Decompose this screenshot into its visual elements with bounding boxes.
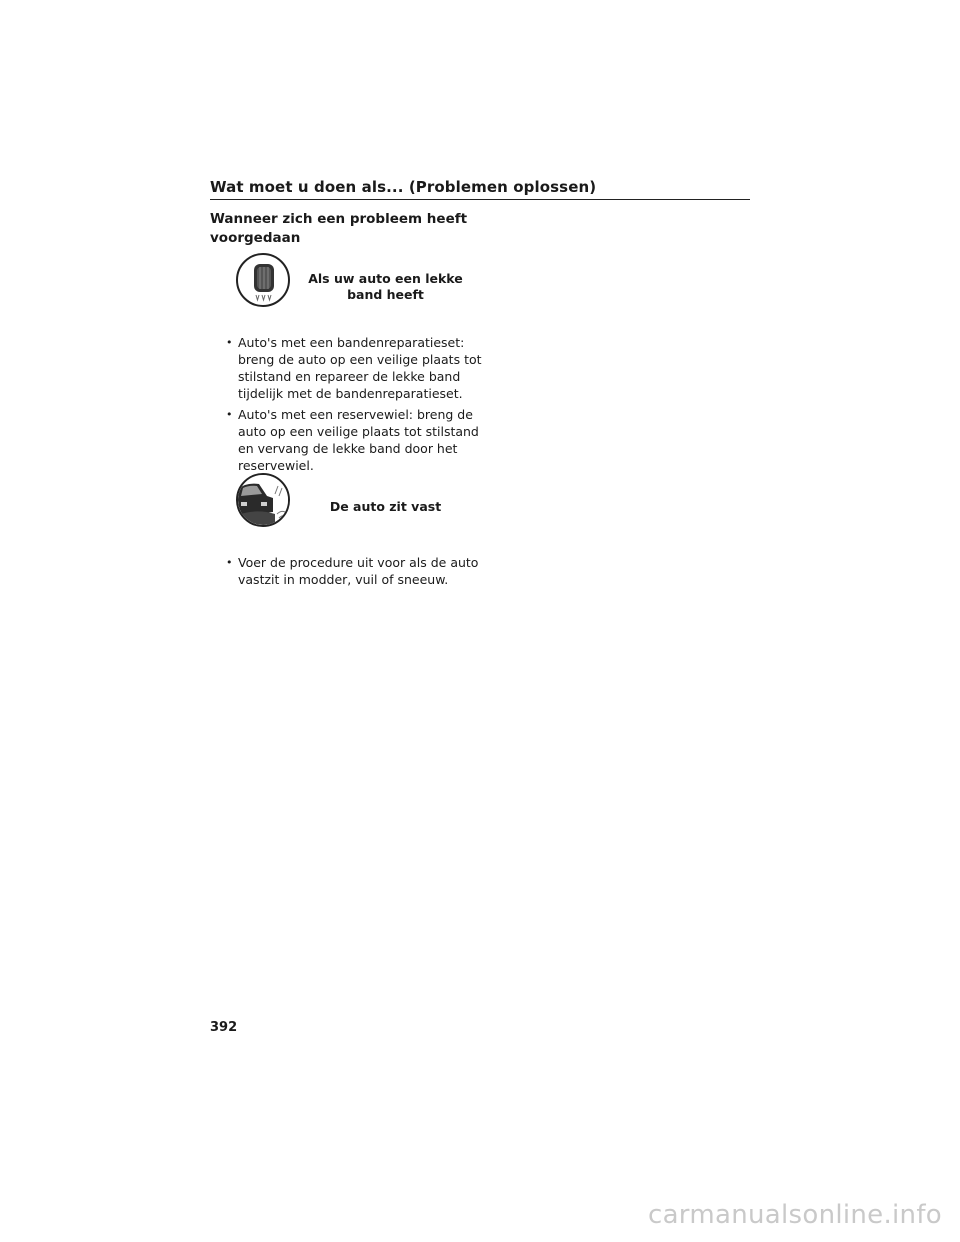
list-item: • Auto's met een bandenreparatieset: breng de auto op een veilige plaats tot stilstand en repareer de lekke band tijdelijk met de bandenreparatieset. <box>224 334 484 402</box>
flat-tire-bullet-list <box>224 334 484 478</box>
page-number: 392 <box>210 1020 238 1035</box>
list-item: • Auto's met een reservewiel: breng de auto op een veilige plaats tot stilstand en vervang de lekke band door het reservewiel. <box>224 406 484 474</box>
flat-tire-icon <box>235 252 291 308</box>
stuck-bullet-list <box>224 554 484 592</box>
watermark: carmanualsonline.info <box>647 1200 942 1230</box>
list-item: • Voer de procedure uit voor als de auto vastzit in modder, vuil of sneeuw. <box>224 554 484 588</box>
header-rule <box>210 199 750 200</box>
stuck-car-icon <box>235 472 291 528</box>
flat-tire-label: Als uw auto een lekke band heeft <box>308 271 463 302</box>
header-title: Wat moet u doen als... (Problemen oplossen) <box>210 178 597 196</box>
section-heading: Wanneer zich een probleem heeft voorgedaan <box>210 211 468 246</box>
stuck-label: De auto zit vast <box>329 499 442 514</box>
